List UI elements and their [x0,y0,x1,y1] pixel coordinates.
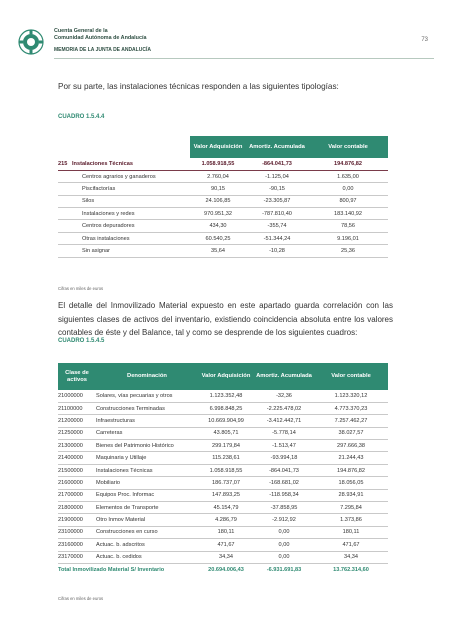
installations-table [58,136,388,258]
book-value: 38.027,57 [314,427,388,439]
table-row [58,539,388,551]
table-row [58,220,388,232]
table-row [58,158,388,170]
header-asset-class: Clase de activos [58,363,96,390]
accumulated-amortization: 0,00 [254,539,314,551]
row-label: Sin asignar [72,245,190,257]
accumulated-amortization: -32,36 [254,390,314,402]
table-row [58,514,388,526]
row-label: Centros depuradores [72,220,190,232]
book-value: 34,34 [314,551,388,563]
row-label: Otras instalaciones [72,232,190,244]
acquisition-value: 1.123.352,48 [198,390,254,402]
acquisition-value: 45.154,79 [198,502,254,514]
denomination: Instalaciones Técnicas [96,464,198,476]
account-code [58,170,72,182]
acquisition-value: 147.893,25 [198,489,254,501]
denomination: Solares, vías pecuarias y otros [96,390,198,402]
book-value: 18.056,05 [314,477,388,489]
denomination: Construcciones en curso [96,526,198,538]
table-row [58,208,388,220]
acquisition-value: 2.760,04 [190,170,246,182]
accumulated-amortization: -355,74 [246,220,308,232]
total-book-value: 13.762.314,60 [333,566,369,573]
accumulated-amortization: 0,00 [254,526,314,538]
total-acquisition-value: 20.694.006,43 [208,566,244,573]
acquisition-value: 90,15 [190,183,246,195]
denomination: Elementos de Transporte [96,502,198,514]
header-accumulated-amortization: Amortiz. Acumulada [246,136,308,158]
asset-class-code: 21700000 [58,489,96,501]
accumulated-amortization: -864.041,73 [254,464,314,476]
denomination: Otro Inmov Material [96,514,198,526]
table-row [58,526,388,538]
header-book-value: Valor contable [308,136,388,158]
table-row [58,551,388,563]
accumulated-amortization: -2.912,92 [254,514,314,526]
acquisition-value: 10.669.904,99 [198,415,254,427]
table-row [58,489,388,501]
asset-class-code: 21300000 [58,440,96,452]
header-divider [54,58,434,59]
accumulated-amortization: -51.344,24 [246,232,308,244]
account-code [58,232,72,244]
book-value: 800,97 [308,195,388,207]
book-value: 21.244,43 [314,452,388,464]
header-acquisition-value: Valor Adquisición [198,363,254,390]
acquisition-value: 299.179,84 [198,440,254,452]
asset-class-code: 21250000 [58,427,96,439]
accumulated-amortization: -3.412.442,71 [254,415,314,427]
row-label: Centros agrarios y ganaderos [72,170,190,182]
asset-class-code: 21200000 [58,415,96,427]
account-code [58,245,72,257]
acquisition-value: 471,67 [198,539,254,551]
document-subtitle: MEMORIA DE LA JUNTA DE ANDALUCÍA [54,47,151,53]
denomination: Actuac. b. adscritos [96,539,198,551]
account-code [58,220,72,232]
asset-class-code: 21100000 [58,402,96,414]
book-value: 194.876,82 [308,158,388,170]
book-value: 1.373,86 [314,514,388,526]
acquisition-value: 43.805,71 [198,427,254,439]
acquisition-value: 180,11 [198,526,254,538]
header-acquisition-value: Valor Adquisición [190,136,246,158]
book-value: 7.257.462,27 [314,415,388,427]
acquisition-value: 35,64 [190,245,246,257]
asset-class-code: 23100000 [58,526,96,538]
table-row [58,452,388,464]
book-value: 183.140,92 [308,208,388,220]
organization-name: Cuenta General de la Comunidad Autónoma de Andalucía [54,28,147,41]
header-book-value: Valor contable [314,363,388,390]
acquisition-value: 1.058.918,55 [190,158,246,170]
inventory-table [58,363,388,576]
accumulated-amortization: -787.810,40 [246,208,308,220]
book-value: 4.773.370,23 [314,402,388,414]
asset-class-code: 21600000 [58,477,96,489]
accumulated-amortization: -93.994,18 [254,452,314,464]
accumulated-amortization: -23.305,87 [246,195,308,207]
table-row [58,245,388,257]
acquisition-value: 4.286,79 [198,514,254,526]
accumulated-amortization: -37.858,95 [254,502,314,514]
denomination: Equipos Proc. Informac [96,489,198,501]
book-value: 194.876,82 [314,464,388,476]
asset-class-code: 21400000 [58,452,96,464]
table-row [58,464,388,476]
accumulated-amortization: -1.125,04 [246,170,308,182]
account-code [58,195,72,207]
book-value: 9.196,01 [308,232,388,244]
book-value: 28.934,91 [314,489,388,501]
table1-note: Cifras en miles de euros [58,286,104,291]
row-label: Instalaciones Técnicas [72,158,190,170]
accumulated-amortization: 0,00 [254,551,314,563]
table-row [58,195,388,207]
accumulated-amortization: -1.513,47 [254,440,314,452]
account-code [58,183,72,195]
asset-class-code: 23160000 [58,539,96,551]
acquisition-value: 186.737,07 [198,477,254,489]
table2-note: Cifras en miles de euros [58,596,104,601]
book-value: 1.635,00 [308,170,388,182]
table-row [58,232,388,244]
accumulated-amortization: -118.958,34 [254,489,314,501]
accumulated-amortization: -90,15 [246,183,308,195]
account-code [58,208,72,220]
table1-caption: CUADRO 1.5.4.4 [58,114,105,120]
denomination: Infraestructuras [96,415,198,427]
page-header [18,27,434,61]
acquisition-value: 970.951,32 [190,208,246,220]
acquisition-value: 34,34 [198,551,254,563]
junta-andalucia-logo-icon [18,29,44,55]
denomination: Construcciones Terminadas [96,402,198,414]
denomination: Actuac. b. cedidos [96,551,198,563]
asset-class-code: 21500000 [58,464,96,476]
table2-caption: CUADRO 1.5.4.5 [58,338,105,344]
book-value: 180,11 [314,526,388,538]
book-value: 0,00 [308,183,388,195]
accumulated-amortization: -168.681,02 [254,477,314,489]
asset-class-code: 21900000 [58,514,96,526]
denomination: Mobiliario [96,477,198,489]
book-value: 297.666,38 [314,440,388,452]
header-denomination: Denominación [96,363,198,390]
accumulated-amortization: -10,28 [246,245,308,257]
acquisition-value: 434,30 [190,220,246,232]
table-row [58,170,388,182]
book-value: 471,67 [314,539,388,551]
header-accumulated-amortization: Amortiz. Acumulada [254,363,314,390]
asset-class-code: 21000000 [58,390,96,402]
table-row [58,415,388,427]
table-row [58,477,388,489]
page-number: 73 [421,37,428,43]
table-row [58,390,388,402]
book-value: 7.295,84 [314,502,388,514]
book-value: 78,56 [308,220,388,232]
book-value: 25,36 [308,245,388,257]
asset-class-code: 21800000 [58,502,96,514]
accumulated-amortization: -5.778,14 [254,427,314,439]
book-value: 1.123.320,12 [314,390,388,402]
table-row [58,402,388,414]
acquisition-value: 115.238,61 [198,452,254,464]
table-row [58,502,388,514]
total-accumulated-amortization: -6.931.691,83 [266,566,302,573]
denomination: Bienes del Patrimonio Histórico [96,440,198,452]
acquisition-value: 6.998.848,25 [198,402,254,414]
denomination: Maquinaria y Utillaje [96,452,198,464]
accumulated-amortization: -864.041,73 [246,158,308,170]
table-row [58,440,388,452]
row-label: Instalaciones y redes [72,208,190,220]
table-row [58,183,388,195]
row-label: Piscifactorías [72,183,190,195]
accumulated-amortization: -2.225.478,02 [254,402,314,414]
total-row [58,563,388,575]
account-code: 215 [58,158,72,170]
acquisition-value: 60.540,25 [190,232,246,244]
acquisition-value: 24.106,85 [190,195,246,207]
intro-text: Por su parte, las instalaciones técnicas responden a las siguientes tipologías: [58,82,339,91]
body-paragraph: El detalle del Inmovilizado Material expuesto en este apartado guarda correlación con las siguientes clases de activos del inventario, existiendo coincidencia absoluta entre los valores contables de éste y del Balance, tal y como se desprende de los siguientes cuadros: [58,301,393,337]
asset-class-code: 23170000 [58,551,96,563]
denomination: Carreteras [96,427,198,439]
total-label: Total Inmovilizado Material S/ Inventario [58,566,165,573]
acquisition-value: 1.058.918,55 [198,464,254,476]
table-row [58,427,388,439]
row-label: Silos [72,195,190,207]
